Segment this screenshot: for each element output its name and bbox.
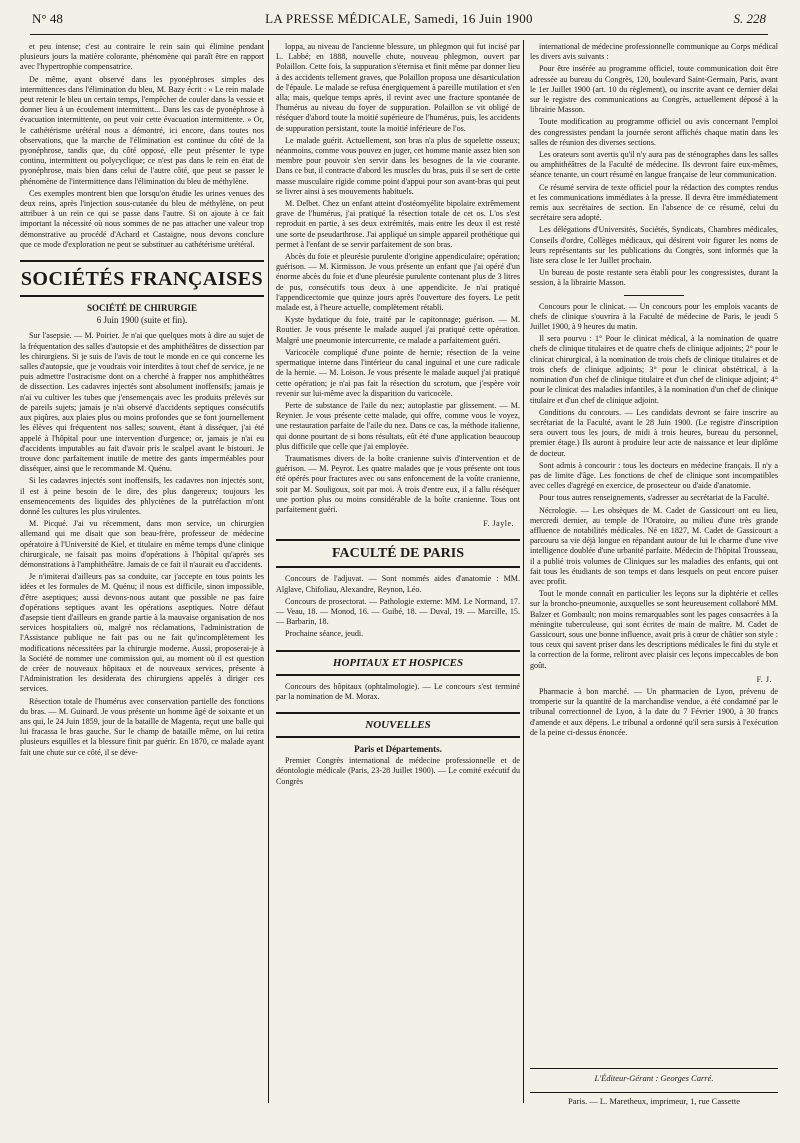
- divider: [624, 295, 684, 296]
- society-title: SOCIÉTÉ DE CHIRURGIE: [86, 303, 198, 314]
- article-kyste: Kyste hydatique du foie, traité par le capitonnage; guérison. — M. Routier. Je vous présente le malade auquel j'ai pratiqué cette opération. Malgré une pneumonie intercurrente, ce malade a parfaitement guéri.: [276, 315, 520, 345]
- paragraph: Il sera pourvu : 1° Pour le clinicat médical, à la nomination de quatre chefs de clinique titulaires et de quatre chefs de clinique adjoints; 2° pour le clinicat chirurgical, à la nomination de trois chefs de clinique titulaires et de trois chefs de clinique adjoints; 3° pour le clinicat obstétrical, à la nomination d'un chef de clinique titulaire et d'un chef de clinique adjoint; 4° pour le clinicat des maladies infantiles, à la nomination d'un chef de clinique titulaire et d'un chef de clinique adjoint.: [530, 334, 779, 405]
- paragraph: Conditions du concours. — Les candidats devront se faire inscrire au secrétariat de la Faculté, avant le 28 Juin 1900. (Le registre d'inscription sera ouvert tous les jours, de midi à trois heures, bureau du personnel, premier étage.) Ils auront à produire leur acte de naissance et leur diplôme de docteur.: [530, 407, 778, 458]
- page-number: S. 228: [733, 11, 766, 26]
- column-rule: [523, 40, 524, 1103]
- paragraph: Les délégations d'Universités, Sociétés, Syndicats, Chambres médicales, Conseils d'ordre, Collèges médicaux, qui désirent voir figurer les noms de leurs représentants sur les publications du Congrès, sont informés que la liste sera close le 1er Juillet prochain.: [530, 225, 778, 266]
- column-1: [20, 42, 264, 760]
- paragraph: loppa, au niveau de l'ancienne blessure, un phlegmon qui fut incisé par L. Labbé; en 1888, nouvelle chute, nouveau phlegmon, ouvert par Polaillon. Cette fois, la suppuration s'éternisa et finit même par donner lieu à des accidents tellement graves, que Polaillon proposa une désarticulation de l'épaule. Le malade se refusa énergiquement à pareille mutilation et s'en alla; mais, quelque temps après, il revint avec une fracture spontanée de l'humérus au niveau du foyer de suppuration. Polaillon se vit obligé de réséquer d'abord toute la moitié supérieure de l'humérus, puis, les accidents de suppuration persistant, toute la moitié inférieure de l'os.: [276, 42, 520, 133]
- paragraph: Ce résumé servira de texte officiel pour la rédaction des comptes rendus et les communications immédiates à la presse. Il devra être immédiatement remis aux secrétaires de section. En l'absence de ce résumé, celui du secrétaire sera adopté.: [530, 182, 778, 223]
- paragraph: Toute modification au programme officiel ou avis concernant l'emploi des congressistes pendant la journée seront affichés chaque matin dans les salles de réunion des diverses sections.: [530, 117, 778, 147]
- article-varicocele: Varicocèle compliqué d'une pointe de hernie; résection de la veine spermatique interne dans l'intérieur du canal inguinal et une cure radicale de la hernie. — M. Loison. Je vous présente le malade auquel j'ai pratiqué cette opération; je n'ai pas fait la résection du scrotum, que j'espère voir revenir sur lui-même avec la disparition du varicocèle.: [276, 347, 520, 398]
- section-title: FACULTÉ DE PARIS: [276, 539, 520, 568]
- article-abces: Abcès du foie et pleurésie purulente d'origine appendiculaire; opération; guérison. — M. Kirmisson. Je vous présente un enfant que j'ai opéré d'un énorme abcès du foie et d'une pleurésie purulente contenant plus de 3 litres de pus, consécutifs tous deux à une appendicite. Je n'ai pratiqué l'appendicectomie que quinze jours après l'ouverture des foyers. Le petit malade est, à l'heure actuelle, complètement rétabli.: [276, 252, 520, 313]
- author-signature: F. Jayle.: [483, 519, 514, 529]
- subsection-title: Paris et Départements.: [354, 743, 442, 754]
- paragraph: Le malade guérit. Actuellement, son bras n'a plus de squelette osseux; néanmoins, comme vous pouvez en juger, cet homme manie assez bien son membre pour pouvoir s'en servir dans les besognes de la vie courante. Dans ce but, il contracte d'abord les muscles du bras, puis il se sert de cette masse musculaire rigide comme point d'appui pour son avant-bras qui peut se livrer ainsi à ses mouvements habituels.: [276, 135, 520, 196]
- paragraph: Ces exemples montrent bien que lorsqu'on étudie les urines venues des deux reins, après l'injection sous-cutanée du bleu de méthylène, on peut attribuer à un rein ce qui se passe dans l'autre. Si on ajoute à ce fait important la nécessité où nous sommes de ne pas attacher une valeur trop démonstrative au procédé d'Achard et Castaigne, nous devons conclure que ce mode d'exploration ne peut se substituer au cathétérisme urétéral.: [20, 188, 264, 249]
- paragraph: international de médecine professionnelle communique au Corps médical les divers avis suivants :: [530, 42, 778, 62]
- article-resection: Résection totale de l'humérus avec conservation partielle des fonctions du bras. — M. Guinard. Je vous présente un homme âgé de soixante et un ans qui, le 24 Juin 1859, jour de la bataille de Magenta, reçut une balle qui lui fracassa le bras gauche. Sur le champ de bataille même, on lui retira plusieurs esquilles et la blessure finit par guérir. En 1870, ce malade ayant fait une chute sur ce côté, il se déve-: [20, 696, 264, 757]
- masthead: LA PRESSE MÉDICALE, Samedi, 16 Juin 1900: [265, 11, 533, 26]
- article-delbet: M. Delbet. Chez un enfant atteint d'ostéomyélite bipolaire extrêmement grave de l'humérus, j'ai pratiqué la résection totale de cet os. L'os s'est reproduit en partie, à ses deux extrémités, mais entre les deux il est resté une sorte de pseudarthrose. J'ai appliqué un simple appareil prothétique qui permet à l'enfant de se servir parfaitement de son bras.: [276, 199, 520, 249]
- article-pharmacie: Pharmacie à bon marché. — Un pharmacien de Lyon, prévenu de tromperie sur la quantité de la marchandise vendue, a été condamné par le tribunal correctionnel de Lyon, à la date du 7 Février 1900, à 30 francs d'amende et aux dépens. Le tribunal a ordonné qu'il sera sursis à l'exécution de la peine ci-dessus énoncée.: [530, 686, 778, 737]
- session-date: 6 Juin 1900 (suite et fin).: [96, 315, 188, 326]
- paragraph: et peu intense; c'est au contraire le rein sain qui élimine pendant plusieurs jours la matière colorante, phénomène qui paraît être en rapport avec l'hypertrophie compensatrice.: [20, 42, 264, 72]
- section-title: SOCIÉTÉS FRANÇAISES: [20, 260, 264, 297]
- article-picque: M. Picqué. J'ai vu récemment, dans mon service, un chirurgien allemand qui me disait que son beau-frère, professeur de médecine opératoire à l'Université de Kiel, et titulaire en même temps d'une clinique chirurgicale, ne faisait pas moins d'opérations à l'hôpital qu'après ses démonstrations à l'amphithéâtre. Jamais de ce fait il n'aurait eu d'accidents.: [20, 519, 264, 569]
- paragraph: Un bureau de poste restante sera établi pour les congressistes, durant la session, à la librairie Masson.: [530, 268, 778, 288]
- article-prosectorat: Concours de prosectorat. — Pathologie externe: MM. Le Normand, 17. — Veau, 18. — Monod, 16. — Guibé, 18. — Duval, 19. — Marcille, 15. — Barbarin, 18.: [276, 596, 520, 627]
- editor-line: L'Éditeur-Gérant : Georges Carré.: [530, 1068, 778, 1083]
- paragraph: Pour être insérée au programme officiel, toute communication doit être adressée au bureau du Congrès, 120, boulevard Saint-Germain, Paris, avant le 1er Juillet 1900 (art. 10 du règlement), ou inscrite avant ce dernier délai sur le registre des communications au Congrès, actuellement déposé à la librairie Masson.: [530, 64, 778, 115]
- paragraph: De même, ayant observé dans les pyonéphroses simples des intermittences dans l'élimination du bleu, M. Bazy écrit : « Le rein malade peut retenir le bleu un certain temps, l'empêcher de couler dans la vessie et donner lieu à un écoulement intermittent... Dans les cas de pyonéphrose à évacuation intermittente, on peut voir cette évacuation intermittente. » Or, le cathétérisme urétéral nous a démontré, ici encore, dans toutes nos observations, que la marche de l'élimination est continue du côté de la pyonéphrose, tandis que, du côté opposé, elle peut présenter le type continu, intermittent ou polycyclique; ce n'est pas dans le rein en état de pyonéphrose, mais bien dans celui de l'autre côté, que peut se passer le phénomène de l'intermittence dans l'élimination du bleu de méthylène.: [20, 74, 264, 186]
- paragraph: Pour tous autres renseignements, s'adresser au secrétariat de la Faculté.: [539, 493, 770, 503]
- article-nez: Perte de substance de l'aile du nez; autoplastie par glissement. — M. Reynier. Je vous présente cette malade, qui offre, comme vous le voyez, une restauration parfaite de l'aile du nez. Dans ce cas, la méthode italienne, qui donne pourtant de si bons résultats, eût été d'une application beaucoup plus difficile que celle que j'ai employée.: [276, 400, 520, 451]
- paragraph: Les orateurs sont avertis qu'il n'y aura pas de sténographes dans les salles ou amphithéâtres de la Faculté de médecine. Ils devront faire eux-mêmes, séance tenante, un court résumé en langue française de leur communication.: [530, 150, 778, 180]
- paragraph: Sont admis à concourir : tous les docteurs en médecine français. Il n'y a pas de limite d'âge. Les fonctions de chef de clinique sont incompatibles avec celles d'agrégé en exercice, de prosecteur ou d'aide d'anatomie.: [530, 460, 778, 491]
- column-3: [530, 42, 778, 740]
- section-title: NOUVELLES: [276, 712, 520, 738]
- section-title: HOPITAUX ET HOSPICES: [276, 650, 520, 676]
- article-necrologie: Nécrologie. — Les obsèques de M. Cadet de Gassicourt ont eu lieu, mercredi dernier, au temple de l'Oratoire, au milieu d'une très grande affluence de notabilités médicales. Né en 1827, M. Cadet de Gassicourt a parcouru sa vie déjà longue en répandant autour de lui le charme d'une vive intelligence doublée d'une urbanité parfaite. Médecin de l'hôpital Trousseau, il a publié trois volumes de Cliniques sur les maladies des enfants, qui ont fait tous les étudiants de son temps et dans lesquels on peut encore puiser avec profit.: [530, 505, 778, 586]
- column-rule: [268, 40, 269, 1103]
- article-hopitaux: Concours des hôpitaux (ophtalmologie). — Le concours s'est terminé par la nomination de M. Morax.: [276, 681, 520, 701]
- paragraph: Je n'imiterai d'ailleurs pas sa conduite, car j'accepte en tous points les idées et les formules de M. Quénu; il nous est difficile, sinon impossible, d'être aseptiques; aussi devons-nous autant que possible ne pas faire d'opérations septiques avant les opérations aseptiques. Notre défaut d'asepsie tient d'ailleurs en grande partie à la mauvaise organisation de nos services hospitaliers où, malgré nos réclamations, l'administration de l'Assistance publique ne fait pas ou ne fait qu'incomplètement les modifications nécessitées par la chirurgie moderne. Aussi, proposerai-je à la Société de nommer une commission qui, au moment où il est question de créer de nouveaux hôpitaux et de nouveaux services, présente à l'Administration les desiderata des chirurgiens appelés à diriger ces services.: [20, 572, 264, 694]
- article-adjuvat: Concours de l'adjuvat. — Sont nommés aides d'anatomie : MM. Alglave, Chifoliau, Alexandre, Reynon, Léo.: [276, 574, 520, 594]
- article-asepsie: Sur l'asepsie. — M. Poirier. Je n'ai que quelques mots à dire au sujet de la fréquentation des salles d'autopsie et des amphithéâtres de dissection par les chirurgiens. Si je suis de l'avis de tout le monde en ce qui concerne les salles d'autopsie, que je voudrais voir interdites à tout chef de service, je ne puis admettre l'ostracisme dont on a cherché à frapper nos amphithéâtres de dissection. Les cadavres injectés sont absolument inoffensifs; jamais je n'ai vu cultiver les tubes que j'ensemençais avec les produits prélevés sur de pareils sujets; jamais je n'ai observé d'accidents septiques consécutifs aux piqûres, aux plaies plus ou moins profondes que se font journellement les élèves qui fréquentent nos salles; souvent, étant à disséquer, j'ai été appelé à l'hôpital pour une intervention d'urgence; or, jamais je n'ai eu d'accidents imputables au fait d'avoir pris le scalpel avant le bistouri. Je trouve donc parfaitement inutile de mettre des gants imperméables pour disséquer, ainsi que le recommande M. Quénu.: [20, 331, 264, 474]
- author-signature: F. J.: [756, 674, 772, 684]
- column-2: [276, 42, 520, 789]
- paragraph: Tout le monde connaît en particulier les leçons sur la diphtérie et celles sur la broncho-pneumonie, auxquelles se sont heureusement collaboré MM. Balzer et Gombault; non moins remarquables sont les pages consacrées à la méningite tuberculeuse, qui sont écrites de main de maître. M. Cadet de Gassicourt, sous une bonne influence, avait pris à cœur de châtier son style : tous ceux qui savent priser dans les descriptions médicales le fini du style et la correction de la forme, reliront avec plaisir ces leçons impeccables de bon goût.: [530, 589, 778, 670]
- paragraph: Si les cadavres injectés sont inoffensifs, les cadavres non injectés sont, il est à peine besoin de le dire, des plus dangereux; toujours les ensemencements des liquides des phlyctènes de la putréfaction m'ont donné les cultures les plus virulentes.: [20, 476, 264, 516]
- article-clinicat: Concours pour le clinicat. — Un concours pour les emplois vacants de chefs de clinique s'ouvrira à la Faculté de médecine de Paris, le jeudi 5 Juillet 1900, à 9 heures du matin.: [530, 301, 778, 332]
- printer-line: Paris. — L. Maretheux, imprimeur, 1, rue Cassette: [530, 1092, 778, 1106]
- article-trauma: Traumatismes divers de la boîte cranienne suivis d'intervention et de guérison. — M. Peyrot. Les quatre malades que je vous présente ont tous été opérés pour fractures avec ou sans enfoncement de la voûte cranienne, soit par M. Souligoux, soit par moi. À trois d'entre eux, il a fallu réséquer une portion plus ou moins considérable de la boîte cranienne. Tous ont parfaitement guéri.: [276, 453, 520, 514]
- issue-number: N° 48: [32, 11, 63, 26]
- article-congres: Premier Congrès international de médecine professionnelle et de déontologie médicale (Paris, 23-28 Juillet 1900). — Le comité exécutif du Congrès: [276, 756, 520, 786]
- page-header: [30, 8, 768, 35]
- paragraph: Prochaine séance, jeudi.: [285, 629, 364, 639]
